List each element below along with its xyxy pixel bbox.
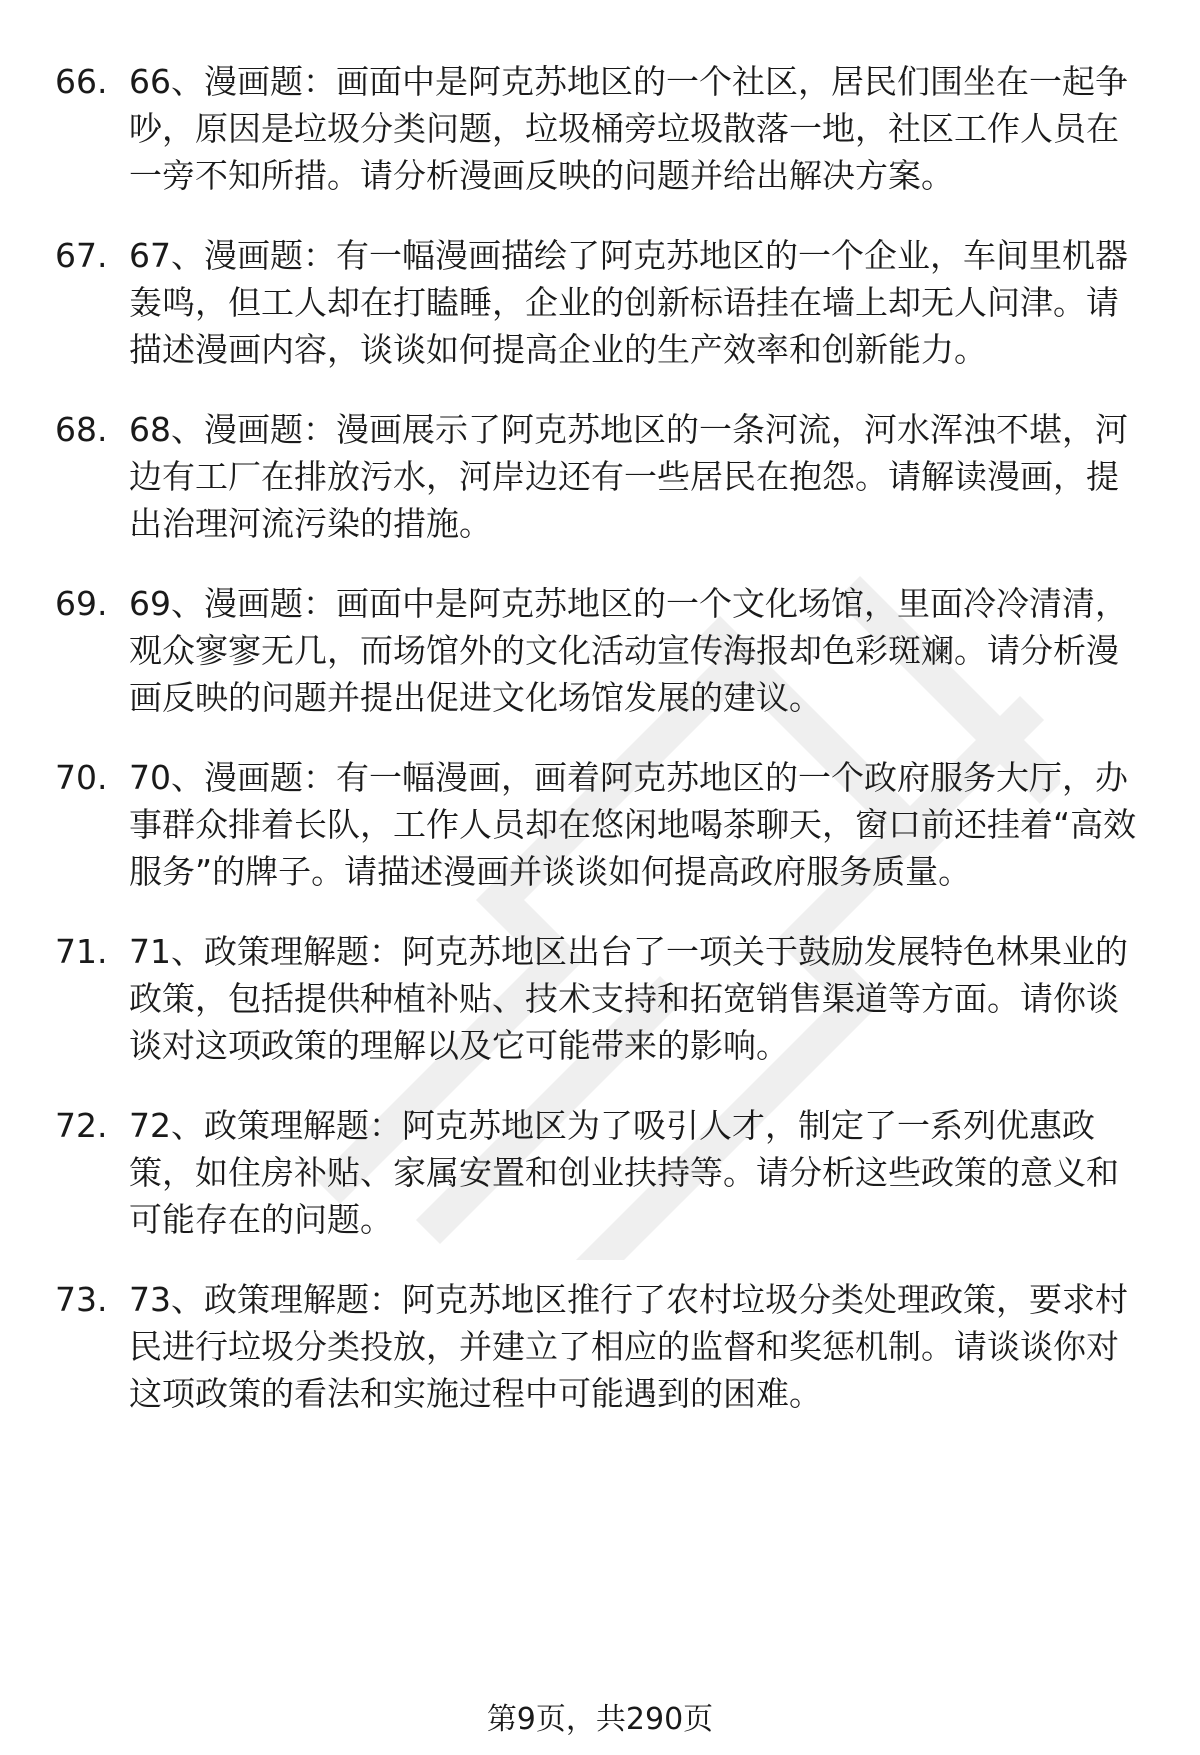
question-text: 67、漫画题：有一幅漫画描绘了阿克苏地区的一个企业，车间里机器轰鸣，但工人却在打瞌睡，企业的创新标语挂在墙上却无人问津。请描述漫画内容，谈谈如何提高企业的生产效率和创新能力。 <box>129 236 1128 369</box>
question-item-66 <box>55 58 1150 199</box>
question-number: 73. <box>55 1280 108 1319</box>
question-text: 72、政策理解题：阿克苏地区为了吸引人才，制定了一系列优惠政策，如住房补贴、家属安置和创业扶持等。请分析这些政策的意义和可能存在的问题。 <box>129 1106 1119 1239</box>
question-text: 66、漫画题：画面中是阿克苏地区的一个社区，居民们围坐在一起争吵，原因是垃圾分类问题，垃圾桶旁垃圾散落一地，社区工作人员在一旁不知所措。请分析漫画反映的问题并给出解决方案。 <box>129 62 1128 195</box>
question-number: 67. <box>55 236 108 275</box>
page-footer <box>0 1700 1200 1740</box>
question-item-71 <box>55 928 1150 1069</box>
question-number: 68. <box>55 410 108 449</box>
question-number: 72. <box>55 1106 108 1145</box>
question-item-67 <box>55 232 1150 373</box>
question-text: 70、漫画题：有一幅漫画，画着阿克苏地区的一个政府服务大厅，办事群众排着长队，工作人员却在悠闲地喝茶聊天，窗口前还挂着“高效服务”的牌子。请描述漫画并谈谈如何提高政府服务质量。 <box>129 758 1137 891</box>
question-number: 70. <box>55 758 108 797</box>
question-text: 68、漫画题：漫画展示了阿克苏地区的一条河流，河水浑浊不堪，河边有工厂在排放污水，河岸边还有一些居民在抱怨。请解读漫画，提出治理河流污染的措施。 <box>129 410 1128 543</box>
question-item-68 <box>55 406 1150 547</box>
question-item-72 <box>55 1102 1150 1243</box>
question-text: 69、漫画题：画面中是阿克苏地区的一个文化场馆，里面冷冷清清，观众寥寥无几，而场馆外的文化活动宣传海报却色彩斑斓。请分析漫画反映的问题并提出促进文化场馆发展的建议。 <box>129 584 1128 717</box>
question-number: 69. <box>55 584 108 623</box>
question-item-70 <box>55 754 1150 895</box>
question-item-73 <box>55 1276 1150 1417</box>
question-text: 71、政策理解题：阿克苏地区出台了一项关于鼓励发展特色林果业的政策，包括提供种植补贴、技术支持和拓宽销售渠道等方面。请你谈谈对这项政策的理解以及它可能带来的影响。 <box>129 932 1128 1065</box>
question-number: 71. <box>55 932 108 971</box>
question-list <box>55 58 1150 1450</box>
page-number-label: 第9页，共290页 <box>486 1702 714 1737</box>
question-text: 73、政策理解题：阿克苏地区推行了农村垃圾分类处理政策，要求村民进行垃圾分类投放，并建立了相应的监督和奖惩机制。请谈谈你对这项政策的看法和实施过程中可能遇到的困难。 <box>129 1280 1128 1413</box>
question-number: 66. <box>55 62 108 101</box>
question-item-69 <box>55 580 1150 721</box>
